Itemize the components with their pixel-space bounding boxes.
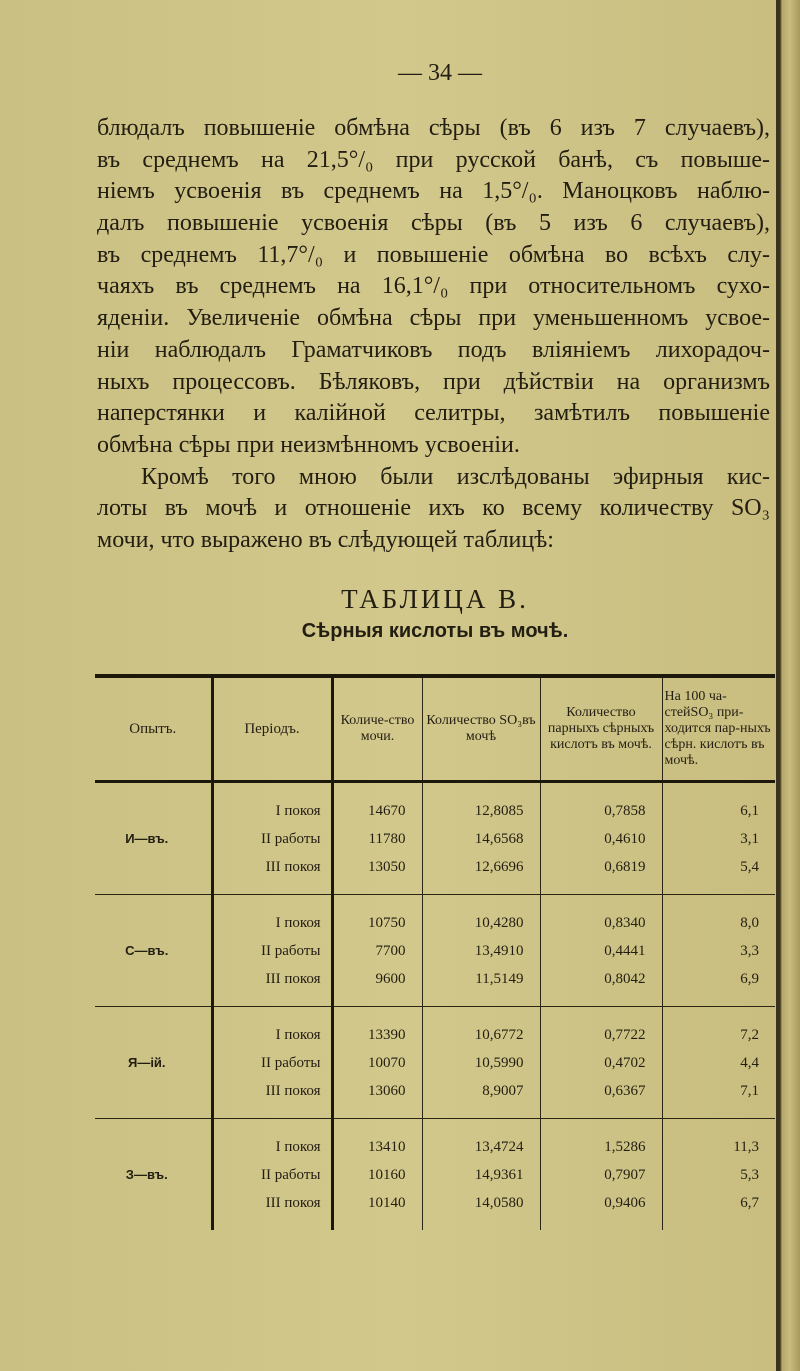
ratio-value: 3,1 — [740, 830, 759, 847]
header-paired-acids: Количество парныхъ сѣрныхъ кислотъ въ мочѣ. — [540, 676, 662, 782]
table-row-group — [95, 782, 775, 895]
experiment-cell: И—въ. — [95, 782, 212, 895]
so3-quantity-value: 13,4910 — [474, 942, 524, 959]
ratio-value: 7,1 — [740, 1082, 759, 1099]
table-row-group — [95, 1119, 775, 1231]
so3-quantity-column-cell — [422, 782, 540, 895]
data-table — [95, 674, 775, 1230]
paired-acids-value: 1,5286 — [604, 1138, 646, 1155]
so3-quantity-column-cell — [422, 895, 540, 1007]
paired-acids-value: 0,7858 — [604, 802, 646, 819]
urine-quantity-value: 14670 — [368, 802, 406, 819]
urine-quantity-column-cell — [332, 895, 422, 1007]
ratio-column-cell — [662, 782, 775, 895]
ratio-value: 7,2 — [740, 1026, 759, 1043]
urine-quantity-value: 10160 — [368, 1166, 406, 1183]
ratio-value: 5,3 — [740, 1166, 759, 1183]
table-title: ТАБЛИЦА В. — [341, 584, 529, 614]
text-line: чаяхъ въ среднемъ на 16,1°/₀ при относительномъ сухо- — [97, 273, 770, 300]
text-line: блюдалъ повышеніе обмѣна сѣры (въ 6 изъ 7 случаевъ), — [97, 115, 770, 141]
period-value: II работы — [261, 1054, 321, 1071]
period-column-cell — [212, 1119, 332, 1231]
table-subtitle: Сѣрныя кислоты въ мочѣ. — [301, 620, 569, 642]
ratio-value: 3,3 — [740, 942, 759, 959]
paired-acids-value: 0,9406 — [604, 1194, 646, 1211]
ratio-value: 5,4 — [740, 858, 759, 875]
urine-quantity-value: 10750 — [368, 914, 406, 931]
header-urine-quantity: Количе-ство мочи. — [332, 676, 422, 782]
text-line: въ среднемъ 11,7°/₀ и повышеніе обмѣна во всѣхъ слу- — [97, 241, 770, 268]
ratio-column-cell — [662, 1119, 775, 1231]
period-value: III покоя — [265, 970, 321, 987]
so3-quantity-value: 14,6568 — [474, 830, 524, 847]
header-so3-quantity: Количество SO₃въ мочѣ — [422, 676, 540, 782]
period-value: I покоя — [275, 914, 321, 931]
so3-quantity-value: 10,5990 — [474, 1054, 524, 1071]
ratio-column-cell — [662, 1007, 775, 1119]
so3-quantity-value: 12,8085 — [474, 802, 524, 819]
so3-quantity-value: 8,9007 — [482, 1082, 524, 1099]
paired-acids-value: 0,4610 — [604, 830, 646, 847]
period-column-cell — [212, 782, 332, 895]
experiment-cell: С—въ. — [95, 895, 212, 1007]
table-row-group — [95, 895, 775, 1007]
ratio-column-cell — [662, 895, 775, 1007]
urine-quantity-value: 9600 — [375, 970, 406, 987]
so3-quantity-value: 10,6772 — [474, 1026, 524, 1043]
header-experiment: Опытъ. — [95, 676, 212, 782]
urine-quantity-value: 10140 — [368, 1194, 406, 1211]
text-line: мочи, что выражено въ слѣдующей таблицѣ: — [97, 526, 554, 553]
paired-acids-column-cell — [540, 1119, 662, 1231]
period-value: III покоя — [265, 858, 321, 875]
text-line: лоты въ мочѣ и отношеніе ихъ ко всему количеству SO₃ — [97, 495, 770, 522]
table-row-group — [95, 1007, 775, 1119]
so3-quantity-column-cell — [422, 1119, 540, 1231]
text-line: въ среднемъ на 21,5°/₀ при русской банѣ, съ повыше- — [97, 146, 770, 173]
text-line: обмѣна сѣры при неизмѣнномъ усвоеніи. — [97, 431, 520, 458]
table-header-row — [95, 676, 775, 782]
so3-quantity-column-cell — [422, 1007, 540, 1119]
header-ratio: На 100 ча-стейSO₃ при-ходится пар-ныхъ сѣрн. кислотъ въ мочѣ. — [662, 676, 775, 782]
paired-acids-value: 0,7907 — [604, 1166, 646, 1183]
paired-acids-column-cell — [540, 782, 662, 895]
so3-quantity-value: 12,6696 — [474, 858, 524, 875]
period-value: II работы — [261, 830, 321, 847]
period-value: I покоя — [275, 802, 321, 819]
paired-acids-value: 0,8340 — [604, 914, 646, 931]
text-line: далъ повышеніе усвоенія сѣры (въ 5 изъ 6 случаевъ), — [97, 210, 770, 237]
urine-quantity-value: 13410 — [368, 1138, 406, 1155]
ratio-value: 6,1 — [740, 802, 759, 819]
period-value: III покоя — [265, 1194, 321, 1211]
period-value: III покоя — [265, 1082, 321, 1099]
page-number: — 34 — — [398, 60, 482, 86]
urine-quantity-column-cell — [332, 1007, 422, 1119]
urine-quantity-column-cell — [332, 782, 422, 895]
paired-acids-value: 0,6367 — [604, 1082, 646, 1099]
paired-acids-column-cell — [540, 895, 662, 1007]
text-line: наперстянки и калійной селитры, замѣтилъ повышеніе — [97, 400, 770, 427]
table-body — [95, 782, 775, 1231]
experiment-cell: З—въ. — [95, 1119, 212, 1231]
paired-acids-value: 0,8042 — [604, 970, 646, 987]
body-text — [97, 113, 770, 557]
period-value: II работы — [261, 942, 321, 959]
text-line: яденіи. Увеличеніе обмѣна сѣры при уменьшенномъ усвое- — [97, 305, 770, 332]
urine-quantity-value: 13390 — [368, 1026, 406, 1043]
ratio-value: 6,7 — [740, 1194, 759, 1211]
paired-acids-value: 0,4441 — [604, 942, 646, 959]
period-column-cell — [212, 1007, 332, 1119]
period-value: I покоя — [275, 1026, 321, 1043]
text-line: ныхъ процессовъ. Бѣляковъ, при дѣйствіи на организмъ — [97, 368, 770, 395]
ratio-value: 8,0 — [740, 914, 759, 931]
ratio-value: 11,3 — [733, 1138, 759, 1155]
period-value: II работы — [261, 1166, 321, 1183]
so3-quantity-value: 14,9361 — [474, 1166, 524, 1183]
so3-quantity-value: 10,4280 — [474, 914, 524, 931]
so3-quantity-value: 13,4724 — [474, 1138, 524, 1155]
urine-quantity-column-cell — [332, 1119, 422, 1231]
urine-quantity-value: 7700 — [375, 942, 406, 959]
text-line: ніемъ усвоенія въ среднемъ на 1,5°/₀. Маноцковъ наблю- — [97, 178, 770, 205]
paired-acids-value: 0,4702 — [604, 1054, 646, 1071]
ratio-value: 6,9 — [740, 970, 759, 987]
paired-acids-column-cell — [540, 1007, 662, 1119]
ratio-value: 4,4 — [740, 1054, 759, 1071]
book-binding-edge — [776, 0, 800, 1371]
header-period: Періодъ. — [212, 676, 332, 782]
so3-quantity-value: 14,0580 — [474, 1194, 524, 1211]
period-value: I покоя — [275, 1138, 321, 1155]
urine-quantity-value: 13050 — [368, 858, 406, 875]
paired-acids-value: 0,7722 — [604, 1026, 646, 1043]
so3-quantity-value: 11,5149 — [475, 970, 524, 987]
paired-acids-value: 0,6819 — [604, 858, 646, 875]
urine-quantity-value: 13060 — [368, 1082, 406, 1099]
text-line: ніи наблюдалъ Граматчиковъ подъ вліяніемъ лихорадоч- — [97, 336, 770, 363]
text-line: Кромѣ того мною были изслѣдованы эфирныя кис- — [141, 463, 770, 490]
experiment-cell: Я—ій. — [95, 1007, 212, 1119]
period-column-cell — [212, 895, 332, 1007]
urine-quantity-value: 11780 — [368, 830, 406, 847]
urine-quantity-value: 10070 — [368, 1054, 406, 1071]
